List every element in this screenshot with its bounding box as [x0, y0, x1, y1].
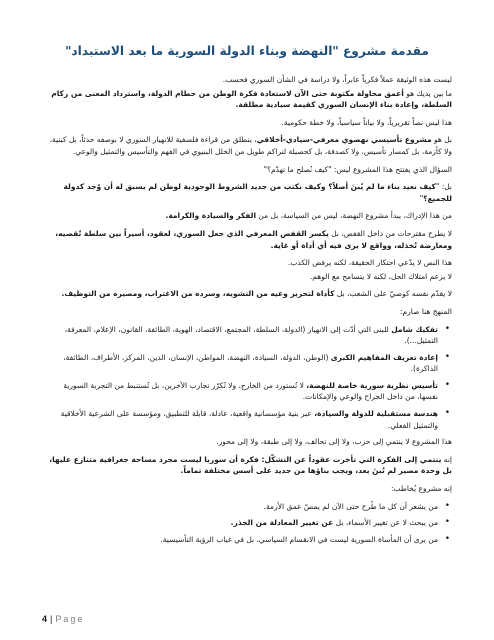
list-item-text: عبر بنية مؤسساتية واقعية، عادلة، قابلة للتطبيق، ومؤسسة على الشرعية الأخلاقية والتمثيل الفعلي.: [60, 409, 438, 430]
paragraph: [42, 436, 452, 448]
list-item-text: من يرى أن المأساة السورية ليست في الانقسام السياسي، بل في غياب الرؤية التأسيسية.: [160, 534, 438, 544]
document-title: مقدمة مشروع "النهضة وبناء الدولة السورية ما بعد الاستبداد": [65, 44, 429, 58]
paragraph-text: المنهج هنا صارم:: [400, 306, 452, 316]
bold-text: الفكر والسيادة والكرامة.: [165, 211, 257, 221]
paragraph: [42, 74, 452, 86]
paragraph-text: إنه مشروع يُخاطب:: [391, 484, 452, 494]
audience-list: [42, 501, 452, 546]
list-item: [42, 408, 438, 431]
bold-text: أعمق محاولة مكتوبة حتى الآن لاستعادة فكرة الوطن من حطام الدولة، واسترداد المعنى من ركام السلطة، وإعادة بناء الإنسان السوري كقيمة سيادية مطلقة.: [51, 88, 452, 110]
list-item: [42, 501, 438, 513]
paragraph-text: لا يطرح مقترحات من داخل القفص، بل: [328, 228, 452, 238]
list-item: [42, 517, 438, 529]
list-item-text: (الوطن، الدولة، السيادة، النهضة، المواطن، الإنسان، الدين، المركز، الأطراف، الطائفة، الذاكرة).: [63, 352, 438, 374]
bold-text: عن تغيير المعادلة من الجذر.: [230, 518, 334, 528]
paragraph: [42, 117, 452, 129]
paragraph-text: بل: ": [435, 182, 452, 192]
paragraph: [42, 164, 452, 176]
paragraph: [42, 306, 452, 318]
list-item-text: من يبحث لا عن تغيير الأسماء، بل: [333, 518, 438, 528]
paragraph-text: إنه: [441, 454, 452, 464]
list-item: [42, 324, 438, 347]
bold-text: إعادة تعريف المفاهيم الكبرى: [330, 352, 438, 362]
list-item-text: لا تُستورد من الخارج، ولا تُكرّر تجارب الآخرين، بل تُستنبط من التجربة السورية نفسها، من داخل الجراح والوعي والإمكانات.: [63, 380, 438, 402]
paragraph: [42, 228, 452, 251]
page-label: Page: [55, 614, 85, 624]
paragraph-text: هذا المشروع لا ينتمي إلى حزب، ولا إلى تحالف، ولا إلى طبقة، ولا إلى محور.: [216, 437, 452, 447]
method-list: [42, 324, 452, 432]
bold-text: مشروع تأسيسي نهضوي معرفي-سيادي-أخلاقي: [256, 135, 432, 145]
page-number: 4: [42, 614, 48, 624]
bold-text: تأسيس نظرية سورية خاصة للنهضة،: [306, 380, 438, 390]
paragraph-text: لا يزعم امتلاك الحل، لكنه لا يتسامح مع الوهم.: [309, 271, 452, 281]
list-item-text: من يشعر أن كل ما طُرح حتى الآن لم يمسّ عمق الأزمة.: [263, 501, 438, 511]
list-item-text: للبنى التي أدّت إلى الانهيار (الدولة، السلطة، المجتمع، الاقتصاد، الهوية، الطائفة، القانون، الإعلام، المعرفة، التمثيل...).: [64, 324, 438, 346]
paragraph: [42, 134, 452, 157]
bold-text: ينتمي إلى الفكرة التي تأخرت عقوداً عن التشكّل: فكرة أن سوريا ليست مجرد مساحة جغرافية متنازع عليها، بل وحدة مصير لم تُبنَ بعد، ويجب بناؤها من جديد على أسس مختلفة تماماً.: [49, 454, 452, 476]
bold-text: تفكيك شامل: [391, 324, 438, 334]
paragraph: [42, 271, 452, 283]
paragraph: [42, 454, 452, 477]
bold-text: كأداة لتحرير وعيه من التشويه، وسرده من الاغتراب، ومصيره من التوظيف.: [61, 289, 335, 299]
paragraph: [42, 288, 452, 300]
paragraph-text: هذا النص لا يدّعي احتكار الحقيقة، لكنه يرفض الكذب.: [287, 258, 452, 268]
bold-text: كيف نعيد بناء ما لم يُبنَ أصلاً؟ وكيف نكتب من جديد الشروط الوجودية لوطن لم يسبق له أن وُجد كدولة للجميع؟: [63, 182, 452, 203]
paragraph-text: من هذا الإدراك، يبدأ مشروع النهضة، ليس من السياسة، بل من: [256, 211, 452, 221]
paragraph-text: ليست هذه الوثيقة عملاً فكرياً عابراً، ولا دراسة في الشأن السوري فحسب.: [222, 75, 452, 84]
paragraph: [42, 483, 452, 495]
list-item: [42, 380, 438, 403]
paragraph-text: ": [419, 193, 424, 203]
paragraph-text: السؤال الذي يفتتح هذا المشروع ليس: "كيف نُصلح ما تهدّم؟": [263, 164, 452, 174]
paragraph: [42, 257, 452, 269]
paragraph-text: بل هو: [431, 135, 452, 145]
paragraph-text: ما بين يديك هو: [403, 88, 452, 98]
bold-text: هندسة مستقبلية للدولة والسيادة،: [314, 409, 438, 419]
bold-text: يكسر القفص المعرفي الذي جعل السوري، لعقود، أسيراً بين سلطة تُقصيه، ومعارضة تُخذله، وواقع لا يرى فيه أي أداة أو غاية.: [55, 228, 452, 250]
paragraph-text: لا يقدّم نفسه كوصيّ على الشعب، بل: [334, 289, 452, 299]
document-body: [42, 74, 452, 550]
paragraph-text: ، ينطلق من قراءة فلسفية للانهيار السوري لا بوصفه حدثاً، بل كبنية، ولا كأزمة، بل كمسار تأسيس، ولا كصدفة، بل كحصيلة لتراكم طويل من الخلل البنيوي في الفهم والتأسيس والتمثيل والوعي.: [49, 135, 452, 156]
page-footer: [42, 614, 84, 624]
paragraph: [42, 88, 452, 111]
paragraph: [42, 181, 452, 204]
footer-separator: |: [50, 614, 53, 624]
paragraph-text: هذا ليس نصاً تقريرياً، ولا بياناً سياسياً، ولا خطة حكومية.: [281, 117, 452, 127]
paragraph: [42, 210, 452, 222]
list-item: [42, 534, 438, 546]
list-item: [42, 352, 438, 375]
